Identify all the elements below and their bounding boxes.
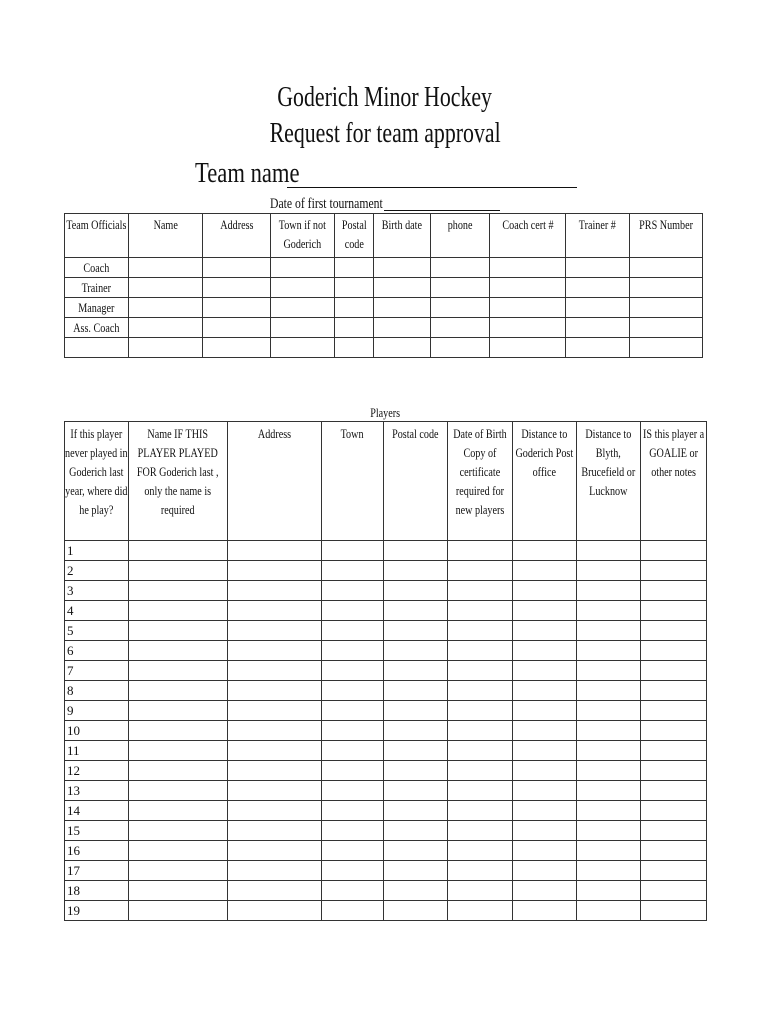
officials-entry-cell[interactable] xyxy=(335,318,374,338)
player-entry-cell[interactable] xyxy=(322,881,384,901)
officials-row-label xyxy=(65,338,129,358)
officials-entry-cell[interactable] xyxy=(271,318,335,338)
player-row-number: 17 xyxy=(65,861,129,881)
officials-row xyxy=(65,278,703,298)
officials-row xyxy=(65,298,703,318)
officials-header-coach-cert: Coach cert # xyxy=(490,214,566,258)
player-row-number: 5 xyxy=(65,621,129,641)
player-row-number: 18 xyxy=(65,881,129,901)
first-tournament-field[interactable] xyxy=(384,210,500,211)
player-entry-cell[interactable] xyxy=(384,541,448,561)
player-entry-cell[interactable] xyxy=(228,761,322,781)
player-entry-cell[interactable] xyxy=(448,541,513,561)
player-entry-cell[interactable] xyxy=(322,801,384,821)
player-entry-cell[interactable] xyxy=(577,761,641,781)
player-entry-cell[interactable] xyxy=(228,561,322,581)
player-entry-cell[interactable] xyxy=(129,541,228,561)
player-entry-cell[interactable] xyxy=(577,721,641,741)
player-entry-cell[interactable] xyxy=(384,601,448,621)
players-header-goalie-notes: IS this player a GOALIE or other notes xyxy=(641,422,707,541)
player-entry-cell[interactable] xyxy=(384,721,448,741)
player-row-number: 16 xyxy=(65,841,129,861)
player-entry-cell[interactable] xyxy=(448,701,513,721)
player-entry-cell[interactable] xyxy=(513,661,577,681)
player-entry-cell[interactable] xyxy=(384,821,448,841)
player-entry-cell[interactable] xyxy=(513,641,577,661)
officials-entry-cell[interactable] xyxy=(566,278,630,298)
officials-entry-cell[interactable] xyxy=(431,258,490,278)
player-entry-cell[interactable] xyxy=(641,681,707,701)
player-entry-cell[interactable] xyxy=(322,901,384,921)
player-entry-cell[interactable] xyxy=(513,581,577,601)
player-entry-cell[interactable] xyxy=(129,721,228,741)
players-header-previous-team: If this player never played in Goderich last year, where did he play? xyxy=(65,422,129,541)
player-entry-cell[interactable] xyxy=(384,781,448,801)
player-entry-cell[interactable] xyxy=(228,861,322,881)
player-row xyxy=(65,881,707,901)
player-entry-cell[interactable] xyxy=(228,621,322,641)
officials-entry-cell[interactable] xyxy=(630,258,703,278)
player-entry-cell[interactable] xyxy=(322,601,384,621)
player-entry-cell[interactable] xyxy=(513,801,577,821)
officials-entry-cell[interactable] xyxy=(203,258,271,278)
player-entry-cell[interactable] xyxy=(513,781,577,801)
player-row xyxy=(65,681,707,701)
player-entry-cell[interactable] xyxy=(577,701,641,721)
player-entry-cell[interactable] xyxy=(513,881,577,901)
player-entry-cell[interactable] xyxy=(322,621,384,641)
player-entry-cell[interactable] xyxy=(641,761,707,781)
players-header-distance-goderich: Distance to Goderich Post office xyxy=(513,422,577,541)
player-entry-cell[interactable] xyxy=(129,901,228,921)
player-row-number: 9 xyxy=(65,701,129,721)
player-entry-cell[interactable] xyxy=(577,801,641,821)
player-entry-cell[interactable] xyxy=(577,541,641,561)
player-row xyxy=(65,621,707,641)
player-row-number: 3 xyxy=(65,581,129,601)
player-entry-cell[interactable] xyxy=(129,861,228,881)
officials-entry-cell[interactable] xyxy=(630,298,703,318)
officials-entry-cell[interactable] xyxy=(630,278,703,298)
player-entry-cell[interactable] xyxy=(322,741,384,761)
officials-entry-cell[interactable] xyxy=(271,278,335,298)
officials-header-prs-number: PRS Number xyxy=(630,214,703,258)
player-entry-cell[interactable] xyxy=(577,841,641,861)
officials-entry-cell[interactable] xyxy=(490,278,566,298)
player-entry-cell[interactable] xyxy=(641,601,707,621)
officials-row-label: Coach xyxy=(65,258,129,278)
officials-header-birth-date: Birth date xyxy=(374,214,431,258)
player-entry-cell[interactable] xyxy=(322,701,384,721)
player-row xyxy=(65,801,707,821)
player-entry-cell[interactable] xyxy=(641,781,707,801)
officials-entry-cell[interactable] xyxy=(490,318,566,338)
form-title: Goderich Minor Hockey xyxy=(277,82,493,113)
player-entry-cell[interactable] xyxy=(228,881,322,901)
player-row-number: 7 xyxy=(65,661,129,681)
player-entry-cell[interactable] xyxy=(322,541,384,561)
officials-entry-cell[interactable] xyxy=(490,338,566,358)
player-entry-cell[interactable] xyxy=(641,641,707,661)
player-entry-cell[interactable] xyxy=(129,641,228,661)
player-entry-cell[interactable] xyxy=(641,701,707,721)
player-entry-cell[interactable] xyxy=(448,561,513,581)
player-entry-cell[interactable] xyxy=(577,861,641,881)
officials-entry-cell[interactable] xyxy=(431,338,490,358)
player-row-number: 13 xyxy=(65,781,129,801)
players-header-town: Town xyxy=(322,422,384,541)
officials-header-team-officials: Team Officials xyxy=(65,214,129,258)
player-entry-cell[interactable] xyxy=(513,741,577,761)
player-entry-cell[interactable] xyxy=(322,821,384,841)
officials-entry-cell[interactable] xyxy=(129,258,203,278)
player-entry-cell[interactable] xyxy=(228,641,322,661)
player-entry-cell[interactable] xyxy=(384,881,448,901)
player-entry-cell[interactable] xyxy=(448,861,513,881)
player-row-number: 2 xyxy=(65,561,129,581)
player-row-number: 11 xyxy=(65,741,129,761)
player-entry-cell[interactable] xyxy=(448,601,513,621)
player-entry-cell[interactable] xyxy=(641,561,707,581)
officials-entry-cell[interactable] xyxy=(490,258,566,278)
player-row-number: 14 xyxy=(65,801,129,821)
player-row xyxy=(65,821,707,841)
team-name-label: Team name xyxy=(195,157,300,189)
player-entry-cell[interactable] xyxy=(577,661,641,681)
player-entry-cell[interactable] xyxy=(322,721,384,741)
player-row-number: 4 xyxy=(65,601,129,621)
player-row xyxy=(65,581,707,601)
player-row xyxy=(65,761,707,781)
players-table xyxy=(64,421,707,921)
players-header-row xyxy=(65,422,707,541)
player-entry-cell[interactable] xyxy=(577,641,641,661)
officials-entry-cell[interactable] xyxy=(431,318,490,338)
player-row-number: 19 xyxy=(65,901,129,921)
player-entry-cell[interactable] xyxy=(448,641,513,661)
player-entry-cell[interactable] xyxy=(384,841,448,861)
player-entry-cell[interactable] xyxy=(228,841,322,861)
player-entry-cell[interactable] xyxy=(641,581,707,601)
player-entry-cell[interactable] xyxy=(641,661,707,681)
players-header-address: Address xyxy=(228,422,322,541)
player-row-number: 1 xyxy=(65,541,129,561)
player-entry-cell[interactable] xyxy=(513,841,577,861)
player-row xyxy=(65,721,707,741)
officials-entry-cell[interactable] xyxy=(374,318,431,338)
player-entry-cell[interactable] xyxy=(322,681,384,701)
player-entry-cell[interactable] xyxy=(322,661,384,681)
player-row xyxy=(65,641,707,661)
player-entry-cell[interactable] xyxy=(228,781,322,801)
officials-entry-cell[interactable] xyxy=(335,298,374,318)
officials-entry-cell[interactable] xyxy=(431,278,490,298)
officials-row xyxy=(65,338,703,358)
first-tournament-label: Date of first tournament xyxy=(270,196,383,212)
player-entry-cell[interactable] xyxy=(448,741,513,761)
officials-header-postal-code: Postal code xyxy=(335,214,374,258)
officials-entry-cell[interactable] xyxy=(630,338,703,358)
player-entry-cell[interactable] xyxy=(448,581,513,601)
player-row-number: 10 xyxy=(65,721,129,741)
officials-entry-cell[interactable] xyxy=(129,318,203,338)
player-entry-cell[interactable] xyxy=(384,801,448,821)
player-entry-cell[interactable] xyxy=(129,761,228,781)
player-entry-cell[interactable] xyxy=(513,681,577,701)
players-header-date-of-birth: Date of Birth Copy of certificate required for new players xyxy=(448,422,513,541)
player-entry-cell[interactable] xyxy=(641,801,707,821)
player-entry-cell[interactable] xyxy=(448,841,513,861)
player-entry-cell[interactable] xyxy=(384,581,448,601)
player-entry-cell[interactable] xyxy=(577,681,641,701)
officials-header-trainer-number: Trainer # xyxy=(566,214,630,258)
player-entry-cell[interactable] xyxy=(228,901,322,921)
player-entry-cell[interactable] xyxy=(129,601,228,621)
officials-table xyxy=(64,213,703,358)
player-row xyxy=(65,741,707,761)
officials-entry-cell[interactable] xyxy=(566,318,630,338)
player-entry-cell[interactable] xyxy=(322,581,384,601)
player-row xyxy=(65,861,707,881)
player-entry-cell[interactable] xyxy=(129,801,228,821)
officials-entry-cell[interactable] xyxy=(129,278,203,298)
player-entry-cell[interactable] xyxy=(641,861,707,881)
player-row xyxy=(65,781,707,801)
player-entry-cell[interactable] xyxy=(322,761,384,781)
player-row xyxy=(65,841,707,861)
officials-row xyxy=(65,318,703,338)
player-row xyxy=(65,541,707,561)
player-entry-cell[interactable] xyxy=(641,741,707,761)
player-entry-cell[interactable] xyxy=(577,821,641,841)
player-entry-cell[interactable] xyxy=(513,561,577,581)
player-row-number: 6 xyxy=(65,641,129,661)
player-entry-cell[interactable] xyxy=(322,841,384,861)
player-entry-cell[interactable] xyxy=(228,581,322,601)
player-entry-cell[interactable] xyxy=(228,541,322,561)
player-entry-cell[interactable] xyxy=(641,721,707,741)
player-entry-cell[interactable] xyxy=(384,561,448,581)
officials-entry-cell[interactable] xyxy=(271,338,335,358)
player-row xyxy=(65,661,707,681)
player-entry-cell[interactable] xyxy=(448,621,513,641)
player-entry-cell[interactable] xyxy=(641,621,707,641)
player-entry-cell[interactable] xyxy=(384,741,448,761)
player-entry-cell[interactable] xyxy=(384,641,448,661)
player-entry-cell[interactable] xyxy=(513,721,577,741)
player-entry-cell[interactable] xyxy=(513,901,577,921)
officials-entry-cell[interactable] xyxy=(335,338,374,358)
officials-header-phone: phone xyxy=(431,214,490,258)
player-entry-cell[interactable] xyxy=(577,741,641,761)
officials-entry-cell[interactable] xyxy=(129,298,203,318)
players-caption: Players xyxy=(370,405,400,420)
officials-entry-cell[interactable] xyxy=(203,318,271,338)
player-entry-cell[interactable] xyxy=(129,741,228,761)
player-row-number: 15 xyxy=(65,821,129,841)
player-entry-cell[interactable] xyxy=(129,621,228,641)
player-entry-cell[interactable] xyxy=(513,541,577,561)
player-entry-cell[interactable] xyxy=(129,581,228,601)
player-entry-cell[interactable] xyxy=(513,861,577,881)
player-entry-cell[interactable] xyxy=(513,821,577,841)
player-row xyxy=(65,561,707,581)
player-entry-cell[interactable] xyxy=(641,881,707,901)
officials-entry-cell[interactable] xyxy=(431,298,490,318)
players-header-name: Name IF THIS PLAYER PLAYED FOR Goderich last , only the name is required xyxy=(129,422,228,541)
player-entry-cell[interactable] xyxy=(384,761,448,781)
officials-entry-cell[interactable] xyxy=(630,318,703,338)
player-entry-cell[interactable] xyxy=(577,561,641,581)
player-entry-cell[interactable] xyxy=(641,901,707,921)
player-entry-cell[interactable] xyxy=(577,581,641,601)
officials-header-row xyxy=(65,214,703,258)
player-entry-cell[interactable] xyxy=(577,781,641,801)
player-entry-cell[interactable] xyxy=(228,741,322,761)
player-entry-cell[interactable] xyxy=(448,881,513,901)
player-entry-cell[interactable] xyxy=(384,861,448,881)
player-entry-cell[interactable] xyxy=(322,561,384,581)
player-entry-cell[interactable] xyxy=(228,601,322,621)
player-entry-cell[interactable] xyxy=(641,821,707,841)
officials-header-town: Town if not Goderich xyxy=(271,214,335,258)
player-entry-cell[interactable] xyxy=(228,681,322,701)
officials-entry-cell[interactable] xyxy=(335,278,374,298)
officials-entry-cell[interactable] xyxy=(271,258,335,278)
officials-entry-cell[interactable] xyxy=(335,258,374,278)
player-entry-cell[interactable] xyxy=(448,721,513,741)
officials-entry-cell[interactable] xyxy=(271,298,335,318)
officials-entry-cell[interactable] xyxy=(374,298,431,318)
player-entry-cell[interactable] xyxy=(384,621,448,641)
player-entry-cell[interactable] xyxy=(448,821,513,841)
player-entry-cell[interactable] xyxy=(577,901,641,921)
players-header-distance-blyth: Distance to Blyth, Brucefield or Lucknow xyxy=(577,422,641,541)
player-entry-cell[interactable] xyxy=(228,661,322,681)
player-entry-cell[interactable] xyxy=(322,641,384,661)
form-subtitle: Request for team approval xyxy=(269,118,501,149)
player-entry-cell[interactable] xyxy=(129,841,228,861)
player-entry-cell[interactable] xyxy=(322,781,384,801)
player-entry-cell[interactable] xyxy=(384,661,448,681)
player-entry-cell[interactable] xyxy=(448,761,513,781)
player-entry-cell[interactable] xyxy=(384,901,448,921)
player-entry-cell[interactable] xyxy=(384,681,448,701)
officials-entry-cell[interactable] xyxy=(566,338,630,358)
officials-row-label: Trainer xyxy=(65,278,129,298)
player-entry-cell[interactable] xyxy=(448,781,513,801)
officials-entry-cell[interactable] xyxy=(566,258,630,278)
player-entry-cell[interactable] xyxy=(577,621,641,641)
player-entry-cell[interactable] xyxy=(228,801,322,821)
officials-header-name: Name xyxy=(129,214,203,258)
player-entry-cell[interactable] xyxy=(448,901,513,921)
officials-entry-cell[interactable] xyxy=(203,338,271,358)
player-entry-cell[interactable] xyxy=(228,701,322,721)
player-entry-cell[interactable] xyxy=(384,701,448,721)
player-entry-cell[interactable] xyxy=(228,821,322,841)
player-entry-cell[interactable] xyxy=(129,881,228,901)
officials-entry-cell[interactable] xyxy=(203,278,271,298)
player-entry-cell[interactable] xyxy=(448,801,513,821)
officials-entry-cell[interactable] xyxy=(374,338,431,358)
player-entry-cell[interactable] xyxy=(228,721,322,741)
player-entry-cell[interactable] xyxy=(129,821,228,841)
player-entry-cell[interactable] xyxy=(641,541,707,561)
officials-entry-cell[interactable] xyxy=(490,298,566,318)
officials-row xyxy=(65,258,703,278)
player-row xyxy=(65,901,707,921)
player-entry-cell[interactable] xyxy=(448,681,513,701)
player-entry-cell[interactable] xyxy=(129,701,228,721)
player-row xyxy=(65,601,707,621)
player-entry-cell[interactable] xyxy=(129,681,228,701)
officials-entry-cell[interactable] xyxy=(129,338,203,358)
team-name-field[interactable] xyxy=(287,187,577,188)
officials-entry-cell[interactable] xyxy=(374,278,431,298)
player-entry-cell[interactable] xyxy=(513,621,577,641)
player-entry-cell[interactable] xyxy=(513,761,577,781)
player-row-number: 12 xyxy=(65,761,129,781)
officials-entry-cell[interactable] xyxy=(203,298,271,318)
player-entry-cell[interactable] xyxy=(129,561,228,581)
player-entry-cell[interactable] xyxy=(513,701,577,721)
player-entry-cell[interactable] xyxy=(641,841,707,861)
player-row-number: 8 xyxy=(65,681,129,701)
officials-row-label: Manager xyxy=(65,298,129,318)
player-row xyxy=(65,701,707,721)
player-entry-cell[interactable] xyxy=(513,601,577,621)
player-entry-cell[interactable] xyxy=(129,781,228,801)
player-entry-cell[interactable] xyxy=(448,661,513,681)
player-entry-cell[interactable] xyxy=(129,661,228,681)
player-entry-cell[interactable] xyxy=(577,881,641,901)
player-entry-cell[interactable] xyxy=(322,861,384,881)
officials-row-label: Ass. Coach xyxy=(65,318,129,338)
officials-entry-cell[interactable] xyxy=(374,258,431,278)
officials-header-address: Address xyxy=(203,214,271,258)
officials-entry-cell[interactable] xyxy=(566,298,630,318)
players-header-postal-code: Postal code xyxy=(384,422,448,541)
player-entry-cell[interactable] xyxy=(577,601,641,621)
